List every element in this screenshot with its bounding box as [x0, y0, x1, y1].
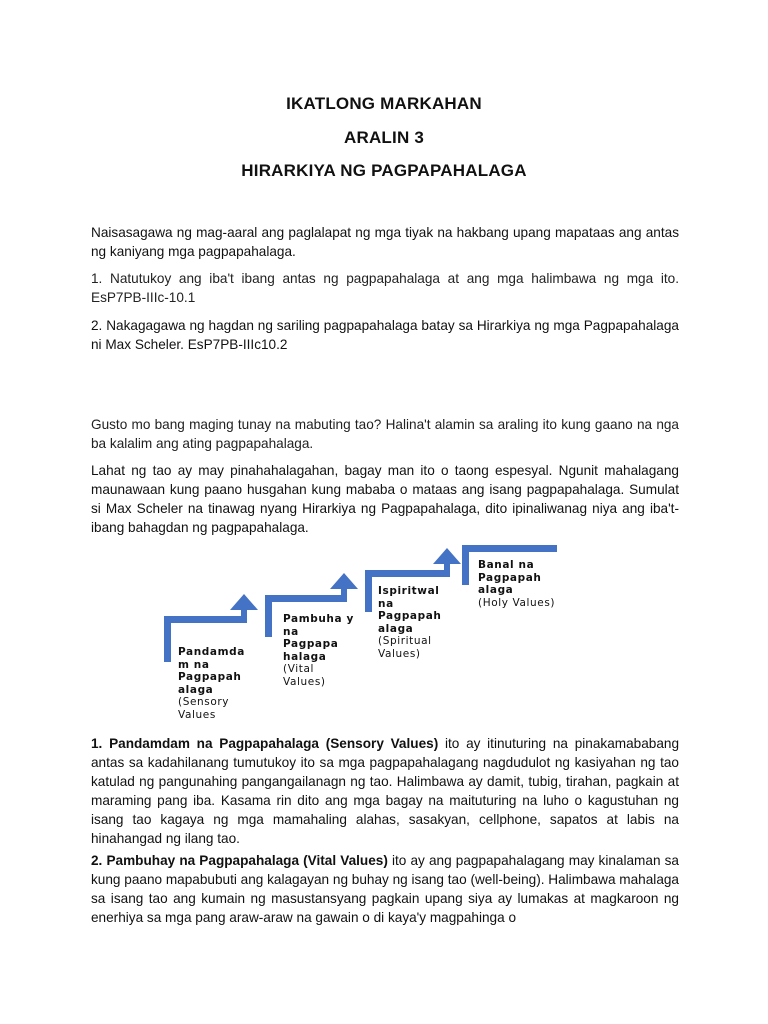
- intro-question: Gusto mo bang maging tunay na mabuting tao? Halina't alamin sa araling ito kung gaano na nga ba kalalim ang ating pagpapahalaga.: [91, 417, 679, 451]
- section-sensory-heading: 1. Pandamdam na Pagpapahalaga (Sensory Values): [91, 736, 439, 751]
- topic-title: HIRARKIYA NG PAGPAPAHALAGA: [241, 161, 527, 180]
- objective-2: 2. Nakagagawa ng hagdan ng sariling pagpapahalaga batay sa Hirarkiya ng mga Pagpapahalaga ni Max Scheler. EsP7PB-IIIc10.2: [91, 318, 679, 352]
- section-sensory: [91, 734, 679, 848]
- step-holy-label: Banal na Pagpapah alaga (Holy Values): [478, 559, 556, 609]
- section-vital-body: ito ay ang pagpapahalagang may kinalaman sa kung paano mapabubuti ang kalagayan ng buhay ng isang tao (well-being). Halimbawa mahalaga sa isang tao ang kumain ng masustansyang pagkain upang siya ay lumakas at magkaroon ng enerhiya sa mga pang araw-araw na gawain o di kaya'y magpahinga o: [91, 853, 679, 925]
- step-vital-label: Pambuha y na Pagpapa halaga (Vital Values): [283, 613, 354, 688]
- section-vital: [91, 851, 679, 927]
- intro-body: Lahat ng tao ay may pinahahalagahan, bagay man ito o taong espesyal. Ngunit mahalagang maunawaan kung paano husgahan kung mababa o mataas ang isang pagpapahalaga. Sumulat si Max Scheler na tinawag nyang Hirarkiya ng Pagpapahalaga, dito ipinaliwanag niya ang iba't-ibang bahagdan ng pagpapahalaga.: [91, 463, 679, 535]
- section-sensory-body: ito ay itinuturing na pinakamababang antas sa kadahilanang tumutukoy ito sa mga pagpapahalagang nagdudulot ng kasiyahan ng tao katulad ng pangunahing pangangailanagn ng tao. Halimbawa ay damit, tubig, tirahan, pagkain at maraming pang iba. Kasama rin dito ang mga bagay na maituturing na luho o kagustuhan ng isang tao kagaya ng mga mamahaling alahas, sasakyan, cellphone, sapatos at labis na hinahangad ng ilang tao.: [91, 736, 680, 846]
- step-sensory-label: Pandamda m na Pagpapah alaga (Sensory Values: [178, 646, 245, 721]
- objectives-intro: Naisasagawa ng mag-aaral ang paglalapat ng mga tiyak na hakbang upang mapataas ang antas ng kaniyang mga pagpapahalaga.: [91, 225, 679, 259]
- lesson-title: ARALIN 3: [344, 128, 424, 147]
- objective-1: 1. Natutukoy ang iba't ibang antas ng pagpapahalaga at ang mga halimbawa ng mga ito. EsP7PB-IIIc-10.1: [91, 271, 679, 305]
- section-vital-heading: 2. Pambuhay na Pagpapahalaga (Vital Values): [91, 853, 388, 868]
- step-spiritual-label: Ispiritwal na Pagpapah alaga (Spiritual Values): [378, 585, 442, 660]
- quarter-title: IKATLONG MARKAHAN: [286, 94, 482, 113]
